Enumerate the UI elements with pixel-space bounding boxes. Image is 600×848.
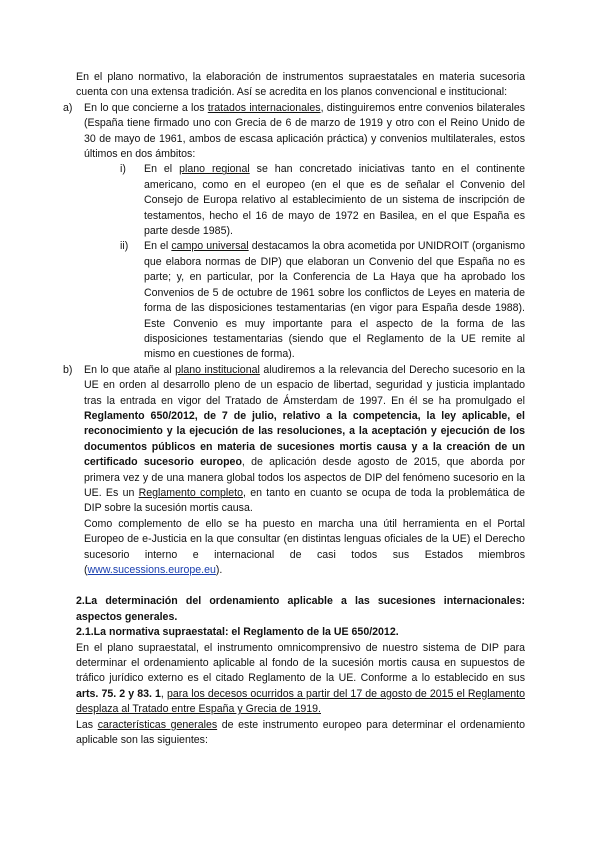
ejustice-paragraph: Como complemento de ello se ha puesto en marcha una útil herramienta en el Portal Europeo de e-Justicia en la que consultar (en distintas lenguas oficiales de la UE) el Derecho sucesorio interno e internacional de casi todos sus Estados miembros (www.sucessions.europe.eu). bbox=[84, 517, 525, 576]
regulation-title: Reglamento 650/2012, de 7 de julio, relativo a la competencia, la ley aplicable, el reconocimiento y la ejecución de las resoluciones, a la aceptación y ejecución de los documentos públicos en materia de sucesiones mortis causa y a la creación de un certificado sucesorio europeo bbox=[84, 409, 525, 469]
underlined-term: Reglamento completo bbox=[138, 486, 244, 499]
subsection-heading: 2.1.La normativa supraestatal: el Reglamento de la UE 650/2012. bbox=[76, 626, 399, 639]
list-item-a-text: En lo que concierne a los tratados internacionales, distinguiremos entre convenios bilaterales (España tiene firmado uno con Grecia de 6 de marzo de 1919 y otro con el Reino Unido de 30 de mayo de 1961, ambos de escasa aplicación práctica) y convenios multilaterales, estos últimos en dos ámbitos: bbox=[84, 101, 526, 161]
intro-paragraph: En el plano normativo, la elaboración de instrumentos supraestatales en materia sucesoria cuenta con una extensa tradición. Así se acredita en los planos convencional e institucional: bbox=[76, 71, 525, 99]
list-item-a bbox=[63, 101, 526, 163]
list-item-b-text: En lo que atañe al plano institucional aludiremos a la relevancia del Derecho sucesorio en la UE en orden al desarrollo pleno de un espacio de libertad, seguridad y justicia implantado tras la entrada en vigor del Tratado de Ámsterdam de 1997. En él se ha promulgado el Reglamento 650/2012, de 7 de julio, relativo a la competencia, la ley aplicable, el reconocimiento y la ejecución de las resoluciones, a la aceptación y ejecución de los documentos públicos en materia de sucesiones mortis causa y a la creación de un certificado sucesorio europeo, de aplicación desde agosto de 2015, que aborda por primera vez y de una manera global todos los aspectos de DIP del fenómeno sucesorio en la UE. Es un Reglamento completo, en tanto en cuanto se ocupa de toda la problemática de DIP sobre la sucesión mortis causa. bbox=[84, 363, 526, 515]
list-marker: i) bbox=[120, 163, 126, 176]
ejustice-link[interactable]: www.sucessions.europe.eu bbox=[87, 564, 216, 576]
list-item-i bbox=[76, 162, 525, 239]
articles-reference: arts. 75. 2 y 83. 1 bbox=[76, 687, 161, 700]
list-item-ii bbox=[76, 239, 525, 362]
paragraph-supraestatal: En el plano supraestatal, el instrumento omnicomprensivo de nuestro sistema de DIP para determinar el ordenamiento aplicable al fondo de la sucesión mortis causa en supuestos de tráfico jurídico externo es el citado Reglamento de la UE. Conforme a lo establecido en sus arts. 75. 2 y 83. 1, para los decesos ocurridos a partir del 17 de agosto de 2015 el Reglamento desplaza al Tratado entre España y Grecia de 1919. bbox=[76, 641, 525, 716]
underlined-term: tratados internacionales bbox=[207, 101, 321, 114]
list-item-i-text: En el plano regional se han concretado iniciativas tanto en el continente americano, como en el europeo (en el que es de señalar el Convenio del Consejo de Europa relativo al establecimiento de un sistema de inscripción de testamentos, hecho el 16 de mayo de 1972 en Basilea, en el que España es parte desde 1985). bbox=[144, 163, 526, 238]
section-gap bbox=[76, 578, 525, 594]
list-item-ii-text: En el campo universal destacamos la obra acometida por UNIDROIT (organismo que elabora normas de DIP) que elaboran un Convenio del que España no es parte; y, en particular, por la Conferencia de La Haya que ha aprobado los Convenios de 5 de octubre de 1961 sobre los conflictos de Leyes en materia de forma de las disposiciones testamentarias (en vigor para España desde 1988). Este Convenio es muy importante para el aspecto de la forma de las disposiciones testamentarias (siendo que el Reglamento de la UE remite al mismo en cuestiones de forma). bbox=[144, 240, 525, 361]
underlined-term: plano regional bbox=[179, 163, 250, 176]
underlined-term: características generales bbox=[97, 718, 218, 731]
underlined-term: campo universal bbox=[171, 240, 249, 253]
section-heading: 2.La determinación del ordenamiento aplicable a las sucesiones internacionales: aspectos generales. bbox=[76, 595, 525, 623]
paragraph-caracteristicas: Las características generales de este instrumento europeo para determinar el ordenamiento aplicable son las siguientes: bbox=[76, 718, 525, 747]
underlined-statement: para los decesos ocurridos a partir del 17 de agosto de 2015 el Reglamento desplaza al Tratado entre España y Grecia de 1919. bbox=[76, 687, 525, 716]
underlined-term: plano institucional bbox=[175, 363, 260, 376]
document-body bbox=[63, 70, 526, 748]
list-item-b bbox=[63, 363, 526, 579]
list-marker: ii) bbox=[120, 240, 129, 253]
list-marker: b) bbox=[63, 363, 73, 376]
list-marker: a) bbox=[63, 101, 73, 114]
